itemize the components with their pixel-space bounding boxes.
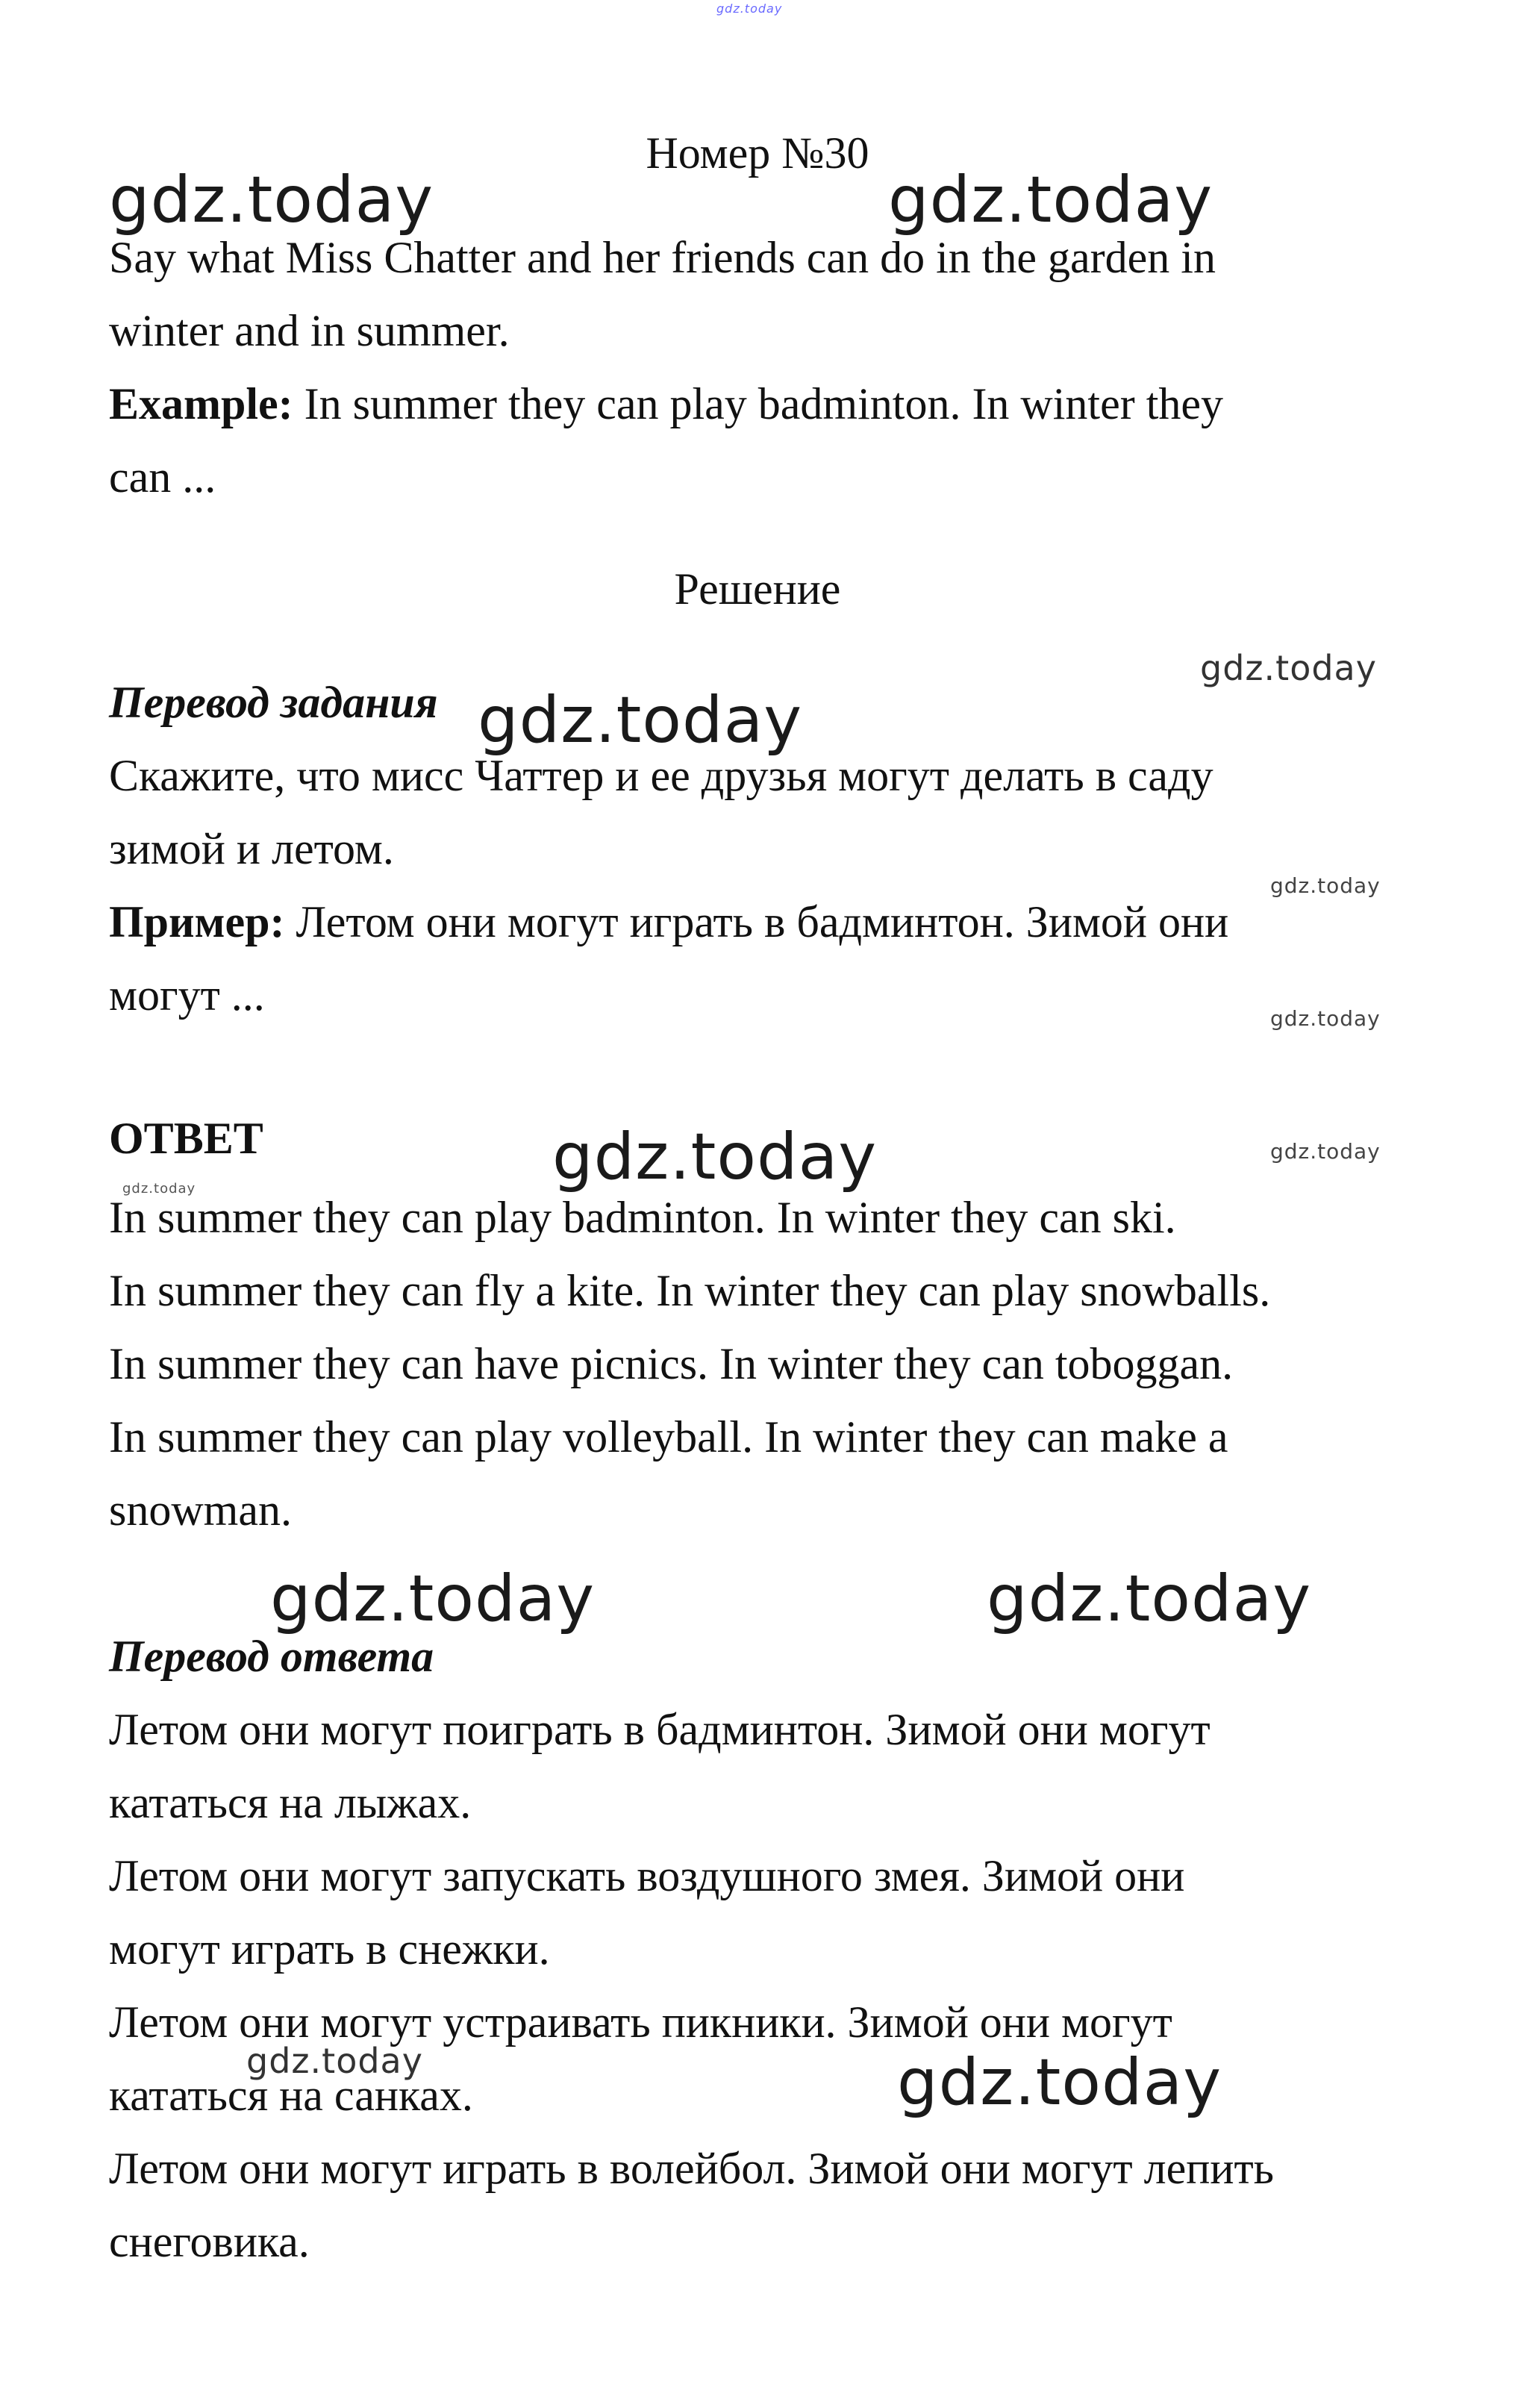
answer-translation-line: Летом они могут играть в волейбол. Зимой они могут лепить <box>109 2144 1275 2193</box>
answer-translation-line: Летом они могут поиграть в бадминтон. Зимой они могут <box>109 1705 1211 1754</box>
watermark: gdz.today <box>109 163 434 237</box>
watermark: gdz.today <box>987 1562 1312 1636</box>
answer-translation-line: Летом они могут запускать воздушного змея. Зимой они <box>109 1851 1185 1900</box>
answer-translation-line: кататься на санках. <box>109 2071 473 2120</box>
watermark: gdz.today <box>122 1181 196 1197</box>
watermark: gdz.today <box>897 2045 1222 2120</box>
watermark: gdz.today <box>888 163 1213 237</box>
answer-heading: ОТВЕТ <box>109 1114 263 1163</box>
task-line: winter and in summer. <box>109 306 510 355</box>
task-translation-heading: Перевод задания <box>109 678 438 727</box>
watermark: gdz.today <box>1270 1139 1381 1164</box>
answer-translation-line: Летом они могут устраивать пикники. Зимой они могут <box>109 1997 1172 2047</box>
watermark: gdz.today <box>1270 1006 1381 1031</box>
task-translation-line: зимой и летом. <box>109 824 394 873</box>
answer-line: In summer they can fly a kite. In winter they can play snowballs. <box>109 1266 1271 1315</box>
task-translation-example-cont: могут ... <box>109 970 265 1020</box>
answer-translation-line: снеговика. <box>109 2217 310 2266</box>
watermark: gdz.today <box>478 683 803 758</box>
example-text: In summer they can play badminton. In winter they <box>293 379 1224 428</box>
answer-translation-line: кататься на лыжах. <box>109 1778 472 1827</box>
answer-translation-heading: Перевод ответа <box>109 1632 434 1681</box>
answer-line: snowman. <box>109 1485 292 1535</box>
watermark-top: gdz.today <box>716 1 783 16</box>
watermark: gdz.today <box>246 2041 423 2081</box>
watermark: gdz.today <box>552 1120 878 1194</box>
task-line: Say what Miss Chatter and her friends can do in the garden in <box>109 233 1216 282</box>
task-translation-example <box>109 885 1228 958</box>
task-example <box>109 367 1223 440</box>
answer-translation-line: могут играть в снежки. <box>109 1924 550 1974</box>
example-text-ru: Летом они могут играть в бадминтон. Зимой они <box>284 897 1229 946</box>
watermark: gdz.today <box>1200 648 1377 688</box>
task-example-cont: can ... <box>109 452 216 502</box>
example-label: Example: <box>109 379 293 428</box>
answer-line: In summer they can play volleyball. In winter they can make a <box>109 1412 1228 1462</box>
page-title: Номер №30 <box>646 128 869 178</box>
answer-line: In summer they can have picnics. In winter they can toboggan. <box>109 1339 1234 1388</box>
answer-line: In summer they can play badminton. In winter they can ski. <box>109 1193 1176 1242</box>
watermark: gdz.today <box>1270 873 1381 898</box>
watermark: gdz.today <box>270 1562 596 1636</box>
task-translation-line: Скажите, что мисс Чаттер и ее друзья могут делать в саду <box>109 751 1213 800</box>
solution-heading: Решение <box>674 564 841 614</box>
example-label-ru: Пример: <box>109 897 285 946</box>
